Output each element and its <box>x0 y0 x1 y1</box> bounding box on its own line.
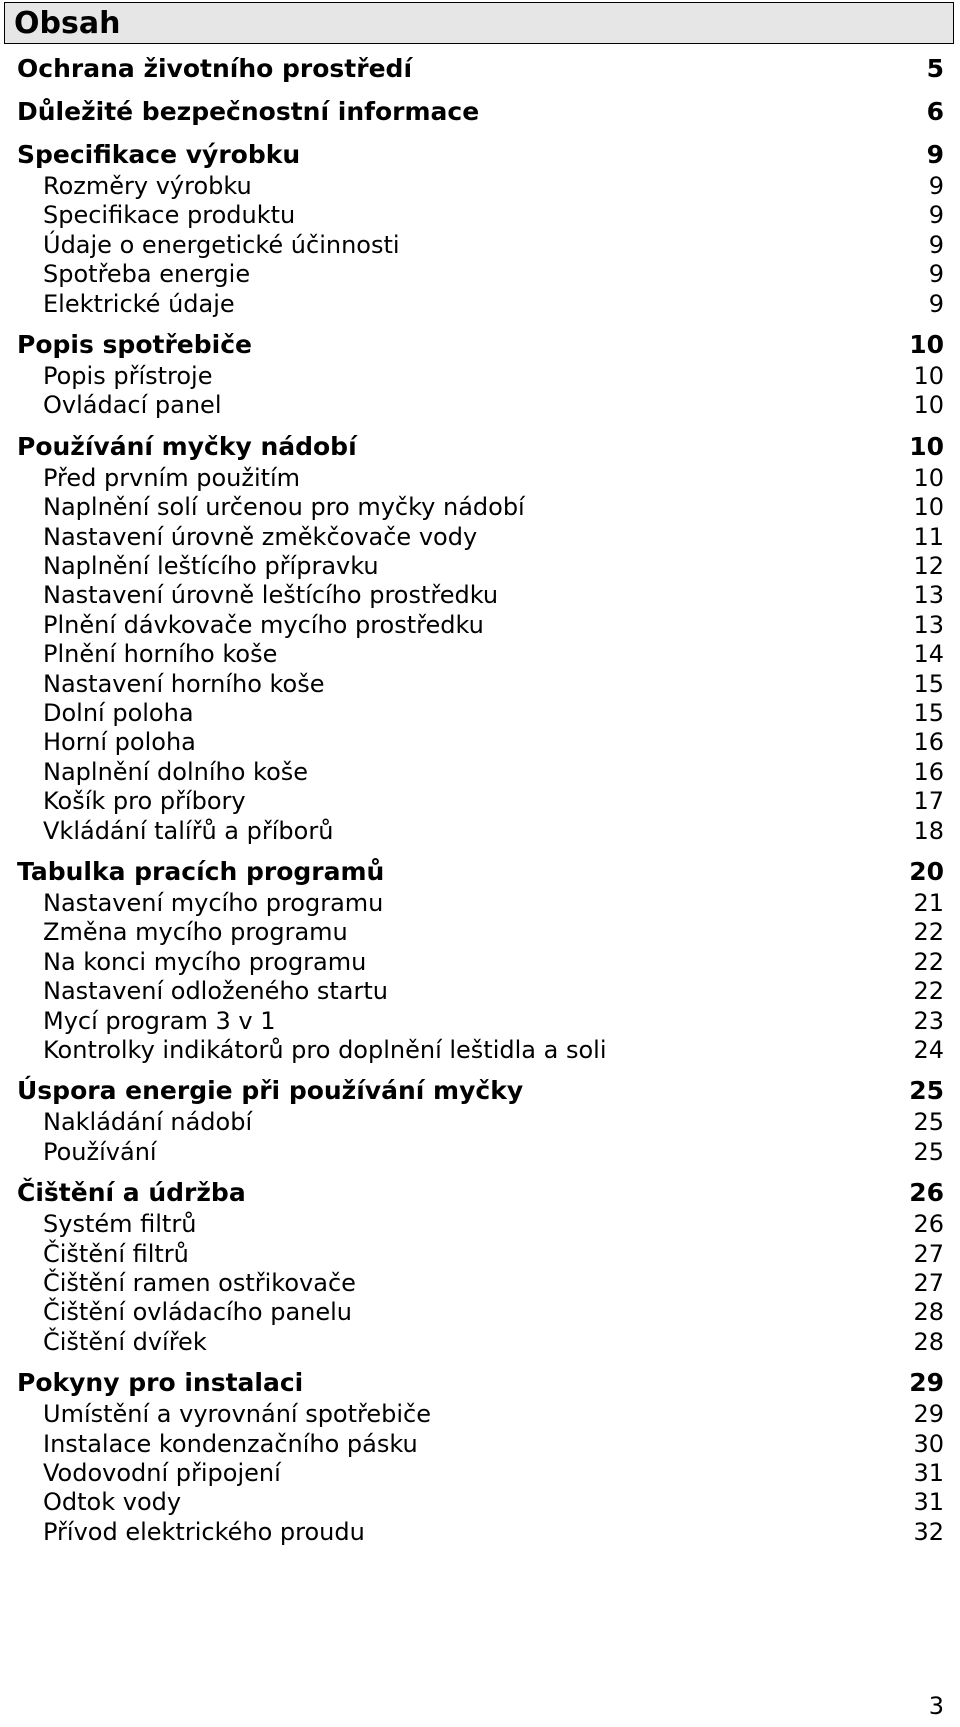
toc-entry-label: Popis spotřebiče <box>17 330 252 359</box>
toc-entry-page: 27 <box>913 1240 944 1268</box>
toc-section[interactable] <box>0 1177 960 1209</box>
toc-entry-page: 28 <box>913 1328 944 1356</box>
toc-entry-label: Čištění a údržba <box>17 1178 246 1207</box>
toc-entry-label: Úspora energie při používání myčky <box>17 1076 524 1105</box>
toc-entry-label: Vodovodní připojení <box>43 1459 281 1487</box>
toc-entry-page: 16 <box>913 758 944 786</box>
toc-entry-page: 29 <box>913 1400 944 1428</box>
toc-subentry[interactable] <box>0 638 960 670</box>
toc-entry-page: 9 <box>928 290 944 318</box>
toc-entry-label: Čištění ramen ostřikovače <box>43 1269 356 1297</box>
toc-entry-page: 13 <box>913 611 944 639</box>
toc-subentry[interactable] <box>0 887 960 919</box>
toc-entry-label: Změna mycího programu <box>43 918 348 946</box>
toc-entry-page: 10 <box>913 391 944 419</box>
toc-entry-page: 10 <box>913 493 944 521</box>
toc-entry-page: 6 <box>926 97 944 126</box>
toc-subentry[interactable] <box>0 1486 960 1518</box>
toc-subentry[interactable] <box>0 1106 960 1138</box>
toc-entry-page: 22 <box>913 918 944 946</box>
toc-entry-label: Před prvním použitím <box>43 464 301 492</box>
toc-subentry[interactable] <box>0 288 960 320</box>
toc-entry-label: Používání myčky nádobí <box>17 432 357 461</box>
toc-subentry[interactable] <box>0 1296 960 1328</box>
toc-entry-page: 25 <box>913 1108 944 1136</box>
toc-section[interactable] <box>0 1367 960 1399</box>
toc-entry-label: Specifikace výrobku <box>17 140 301 169</box>
toc-subentry[interactable] <box>0 785 960 817</box>
toc-entry-label: Kontrolky indikátorů pro doplnění leštidla a soli <box>43 1036 607 1064</box>
toc-section[interactable] <box>0 139 960 171</box>
toc-entry-label: Nastavení úrovně leštícího prostředku <box>43 581 499 609</box>
toc-entry-label: Nastavení odloženého startu <box>43 977 388 1005</box>
toc-subentry[interactable] <box>0 1516 960 1548</box>
toc-entry-label: Nastavení horního koše <box>43 670 325 698</box>
toc-entry-label: Plnění horního koše <box>43 640 278 668</box>
toc-entry-label: Mycí program 3 v 1 <box>43 1007 276 1035</box>
toc-section[interactable] <box>0 431 960 463</box>
page-title: Obsah <box>14 6 121 41</box>
toc-entry-label: Čištění filtrů <box>43 1240 189 1268</box>
toc-entry-label: Horní poloha <box>43 728 196 756</box>
toc-entry-label: Naplnění dolního koše <box>43 758 309 786</box>
toc-subentry[interactable] <box>0 229 960 261</box>
toc-entry-page: 16 <box>913 728 944 756</box>
toc-entry-label: Plnění dávkovače mycího prostředku <box>43 611 484 639</box>
toc-entry-page: 17 <box>913 787 944 815</box>
toc-entry-label: Košík pro příbory <box>43 787 246 815</box>
toc-subentry[interactable] <box>0 726 960 758</box>
toc-entry-label: Ochrana životního prostředí <box>17 54 413 83</box>
toc-section[interactable] <box>0 53 960 85</box>
toc-subentry[interactable] <box>0 1034 960 1066</box>
toc-entry-label: Naplnění solí určenou pro myčky nádobí <box>43 493 525 521</box>
toc-entry-label: Spotřeba energie <box>43 260 251 288</box>
toc-entry-page: 18 <box>913 817 944 845</box>
toc-entry-page: 12 <box>913 552 944 580</box>
toc-entry-label: Pokyny pro instalaci <box>17 1368 304 1397</box>
toc-entry-page: 31 <box>913 1488 944 1516</box>
toc-entry-label: Specifikace produktu <box>43 201 296 229</box>
toc-subentry[interactable] <box>0 462 960 494</box>
toc-subentry[interactable] <box>0 258 960 290</box>
toc-entry-page: 24 <box>913 1036 944 1064</box>
toc-subentry[interactable] <box>0 579 960 611</box>
toc-entry-page: 9 <box>928 260 944 288</box>
toc-section[interactable] <box>0 856 960 888</box>
toc-subentry[interactable] <box>0 1428 960 1460</box>
toc-entry-page: 28 <box>913 1298 944 1326</box>
toc-entry-label: Nastavení úrovně změkčovače vody <box>43 523 478 551</box>
toc-subentry[interactable] <box>0 1136 960 1168</box>
toc-entry-label: Odtok vody <box>43 1488 182 1516</box>
toc-subentry[interactable] <box>0 1457 960 1489</box>
toc-subentry[interactable] <box>0 668 960 700</box>
toc-entry-page: 22 <box>913 977 944 1005</box>
toc-section[interactable] <box>0 96 960 128</box>
toc-entry-page: 15 <box>913 699 944 727</box>
toc-entry-page: 23 <box>913 1007 944 1035</box>
toc-entry-label: Údaje o energetické účinnosti <box>43 231 400 259</box>
toc-entry-page: 21 <box>913 889 944 917</box>
toc-subentry[interactable] <box>0 1267 960 1299</box>
toc-section[interactable] <box>0 329 960 361</box>
toc-entry-page: 32 <box>913 1518 944 1546</box>
toc-entry-label: Čištění dvířek <box>43 1328 207 1356</box>
toc-entry-label: Přívod elektrického proudu <box>43 1518 365 1546</box>
toc-entry-label: Ovládací panel <box>43 391 222 419</box>
footer-page-number: 3 <box>928 1692 944 1720</box>
toc-entry-page: 25 <box>913 1138 944 1166</box>
toc-entry-page: 26 <box>909 1178 944 1207</box>
toc-subentry[interactable] <box>0 1238 960 1270</box>
toc-entry-label: Nastavení mycího programu <box>43 889 384 917</box>
toc-entry-page: 25 <box>909 1076 944 1105</box>
toc-subentry[interactable] <box>0 1326 960 1358</box>
toc-entry-label: Popis přístroje <box>43 362 213 390</box>
toc-entry-page: 10 <box>909 330 944 359</box>
toc-entry-page: 11 <box>913 523 944 551</box>
toc-entry-page: 15 <box>913 670 944 698</box>
toc-subentry[interactable] <box>0 946 960 978</box>
toc-entry-page: 27 <box>913 1269 944 1297</box>
toc-entry-page: 13 <box>913 581 944 609</box>
toc-entry-label: Umístění a vyrovnání spotřebiče <box>43 1400 431 1428</box>
toc-entry-label: Elektrické údaje <box>43 290 235 318</box>
toc-subentry[interactable] <box>0 1208 960 1240</box>
toc-subentry[interactable] <box>0 609 960 641</box>
toc-subentry[interactable] <box>0 170 960 202</box>
toc-entry-label: Nakládání nádobí <box>43 1108 253 1136</box>
toc-entry-page: 9 <box>928 172 944 200</box>
toc-subentry[interactable] <box>0 1005 960 1037</box>
toc-subentry[interactable] <box>0 199 960 231</box>
toc-entry-label: Systém filtrů <box>43 1210 197 1238</box>
toc-entry-page: 14 <box>913 640 944 668</box>
toc-entry-page: 10 <box>913 362 944 390</box>
toc-entry-label: Čištění ovládacího panelu <box>43 1298 352 1326</box>
toc-subentry[interactable] <box>0 975 960 1007</box>
toc-subentry[interactable] <box>0 550 960 582</box>
toc-section[interactable] <box>0 1075 960 1107</box>
toc-subentry[interactable] <box>0 756 960 788</box>
toc-entry-label: Rozměry výrobku <box>43 172 252 200</box>
toc-subentry[interactable] <box>0 697 960 729</box>
toc-entry-page: 9 <box>926 140 944 169</box>
toc-entry-label: Na konci mycího programu <box>43 948 367 976</box>
toc-subentry[interactable] <box>0 521 960 553</box>
toc-subentry[interactable] <box>0 360 960 392</box>
toc-entry-label: Tabulka pracích programů <box>17 857 385 886</box>
toc-subentry[interactable] <box>0 916 960 948</box>
toc-entry-label: Vkládání talířů a příborů <box>43 817 334 845</box>
toc-entry-page: 31 <box>913 1459 944 1487</box>
toc-entry-page: 30 <box>913 1430 944 1458</box>
toc-subentry[interactable] <box>0 815 960 847</box>
toc-entry-page: 20 <box>909 857 944 886</box>
toc-entry-page: 10 <box>909 432 944 461</box>
toc-entry-label: Dolní poloha <box>43 699 194 727</box>
toc-entry-page: 29 <box>909 1368 944 1397</box>
toc-entry-page: 9 <box>928 231 944 259</box>
toc-entry-page: 26 <box>913 1210 944 1238</box>
toc-subentry[interactable] <box>0 491 960 523</box>
toc-entry-label: Instalace kondenzačního pásku <box>43 1430 418 1458</box>
toc-entry-label: Používání <box>43 1138 157 1166</box>
toc-subentry[interactable] <box>0 389 960 421</box>
toc-entry-page: 10 <box>913 464 944 492</box>
toc-entry-label: Důležité bezpečnostní informace <box>17 97 480 126</box>
toc-entry-page: 5 <box>926 54 944 83</box>
toc-entry-label: Naplnění leštícího přípravku <box>43 552 379 580</box>
toc-subentry[interactable] <box>0 1398 960 1430</box>
toc-entry-page: 22 <box>913 948 944 976</box>
toc-entry-page: 9 <box>928 201 944 229</box>
